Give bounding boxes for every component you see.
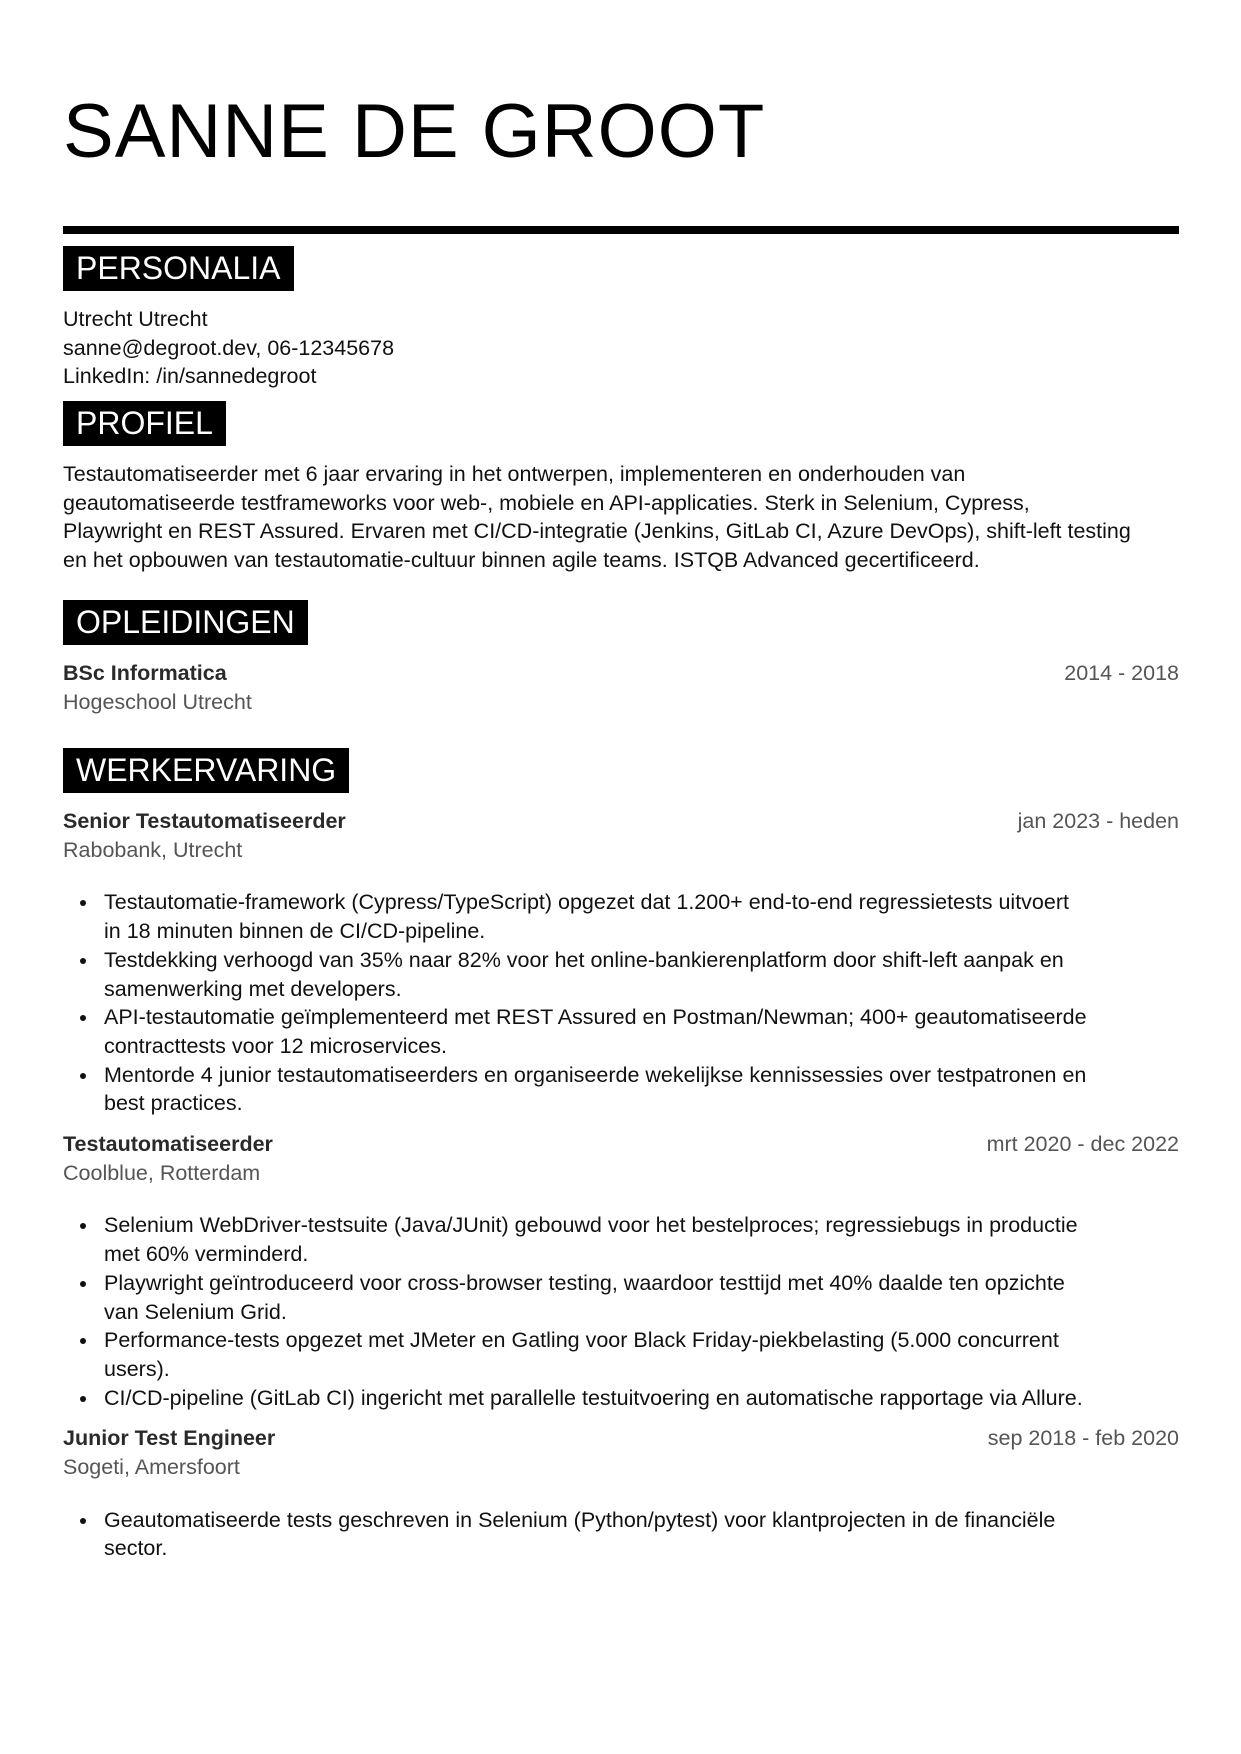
job-dates: sep 2018 - feb 2020 (987, 1426, 1179, 1451)
job-employer: Rabobank, Utrecht (63, 837, 243, 862)
achievement-item: Playwright geïntroduceerd voor cross-browser testing, waardoor testtijd met 40% daalde ten opzichte van Selenium Grid. (63, 1269, 1179, 1326)
profile-line: Testautomatiseerder met 6 jaar ervaring in het ontwerpen, implementeren en onderhouden van (63, 462, 966, 486)
job-entry (63, 1424, 1179, 1563)
job-title: Testautomatiseerder (63, 1132, 273, 1157)
section-opleidingen (63, 600, 1179, 716)
job-dates: mrt 2020 - dec 2022 (986, 1132, 1179, 1157)
contact-location: Utrecht Utrecht (63, 307, 208, 331)
job-entry (63, 1130, 1179, 1412)
profile-line: geautomatiseerde testframeworks voor web-, mobiele en API-applicaties. Sterk in Selenium, Cypress, (63, 490, 1030, 515)
section-profiel (63, 401, 1179, 575)
achievement-item: CI/CD-pipeline (GitLab CI) ingericht met parallelle testuitvoering en automatische rapportage via Allure. (63, 1384, 1179, 1413)
section-personalia (63, 246, 1179, 391)
education-dates: 2014 - 2018 (1064, 661, 1179, 685)
profile-line: Playwright en REST Assured. Ervaren met CI/CD-integratie (Jenkins, GitLab CI, Azure DevOps), shift-left testing (63, 519, 1131, 544)
achievement-item: Selenium WebDriver-testsuite (Java/JUnit) gebouwd voor het bestelproces; regressiebugs in productie met 60% verminderd. (63, 1211, 1179, 1268)
job-employer: Coolblue, Rotterdam (63, 1160, 261, 1185)
achievement-item: Mentorde 4 junior testautomatiseerders en organiseerde wekelijkse kennissessies over testpatronen en best practices. (63, 1061, 1179, 1118)
education-entry (63, 659, 1179, 716)
section-heading-werkervaring: WERKERVARING (63, 748, 349, 793)
education-institution: Hogeschool Utrecht (63, 689, 252, 714)
achievement-item: Geautomatiseerde tests geschreven in Selenium (Python/pytest) voor klantprojecten in de financiële sector. (63, 1506, 1179, 1563)
section-werkervaring (63, 748, 1179, 1563)
contact-linkedin: LinkedIn: /in/sannedegroot (63, 364, 317, 389)
section-heading-profiel: PROFIEL (63, 401, 226, 446)
achievement-item: API-testautomatie geïmplementeerd met REST Assured en Postman/Newman; 400+ geautomatiseerde contracttests voor 12 microservices. (63, 1003, 1179, 1060)
header-divider (63, 226, 1179, 234)
job-title: Junior Test Engineer (63, 1426, 276, 1451)
job-title: Senior Testautomatiseerder (63, 809, 346, 833)
education-degree: BSc Informatica (63, 661, 227, 685)
job-employer: Sogeti, Amersfoort (63, 1455, 240, 1480)
profile-line: en het opbouwen van testautomatie-cultuur binnen agile teams. ISTQB Advanced gecertificeerd. (63, 548, 980, 573)
contact-email-phone: sanne@degroot.dev, 06-12345678 (63, 335, 395, 360)
job-dates: jan 2023 - heden (1017, 809, 1179, 833)
section-heading-opleidingen: OPLEIDINGEN (63, 600, 308, 645)
job-achievements (63, 1211, 1179, 1412)
job-entry (63, 807, 1179, 1118)
candidate-name: SANNE DE GROOT (63, 89, 766, 174)
achievement-item: Testdekking verhoogd van 35% naar 82% voor het online-bankierenplatform door shift-left aanpak en samenwerking met developers. (63, 946, 1179, 1003)
job-achievements (63, 888, 1179, 1118)
contact-block (63, 305, 1179, 391)
profile-summary (63, 460, 1179, 575)
achievement-item: Testautomatie-framework (Cypress/TypeScript) opgezet dat 1.200+ end-to-end regressietests uitvoert in 18 minuten binnen de CI/CD-pipeline. (63, 888, 1179, 945)
achievement-item: Performance-tests opgezet met JMeter en Gatling voor Black Friday-piekbelasting (5.000 concurrent users). (63, 1326, 1179, 1383)
section-heading-personalia: PERSONALIA (63, 246, 294, 291)
job-achievements (63, 1506, 1179, 1563)
